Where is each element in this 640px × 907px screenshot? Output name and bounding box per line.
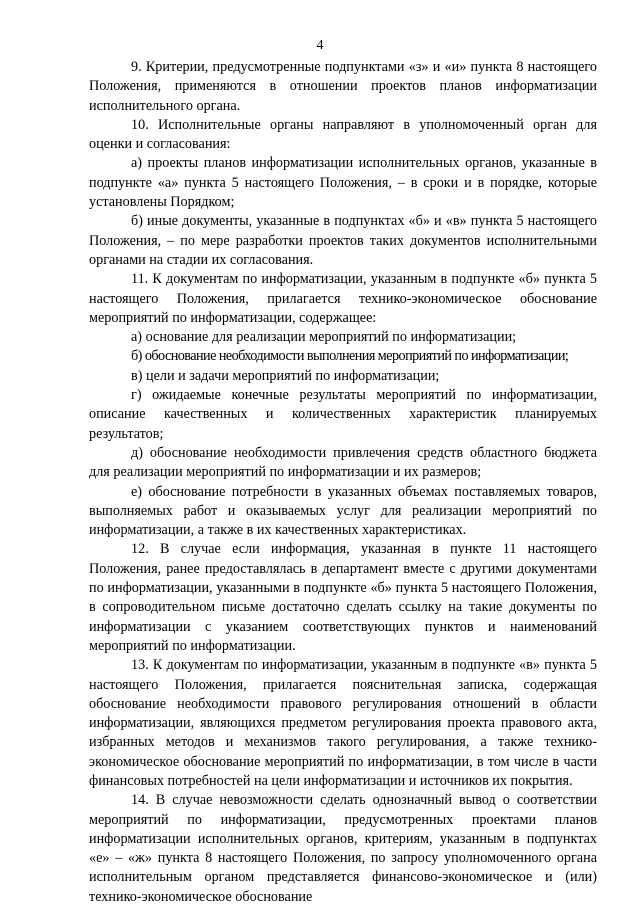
paragraph-12: 12. В случае если информация, указанная в пункте 11 настоящего Положения, ранее предоставлялась в департамент вместе с другими документами по информатизации, указанными в подпункте «б» пункта 5 настоящего Положения, в сопроводительном письме достаточно сделать ссылку на такие документы по информатизации с указанием соответствующих пунктов и наименований мероприятий по информатизации. (89, 541, 597, 654)
paragraph-11-a: а) основание для реализации мероприятий по информатизации; (131, 329, 517, 346)
paragraph-13: 13. К документам по информатизации, указанным в подпункте «в» пункта 5 настоящего Положения, прилагается пояснительная записка, содержащая обоснование необходимости правового регулирования отношений в области информатизации, являющихся предметом регулирования проекта правового акта, избранных методов и механизмов такого регулирования, а также технико-экономическое обоснование мероприятий по информатизации, в том числе в части финансовых потребностей на цели информатизации и источников их покрытия. (89, 657, 597, 789)
paragraph-11-v: в) цели и задачи мероприятий по информатизации; (131, 367, 440, 384)
paragraph-10: 10. Исполнительные органы направляют в уполномоченный орган для оценки и согласования: (89, 116, 597, 153)
paragraph-11: 11. К документам по информатизации, указанным в подпункте «б» пункта 5 настоящего Положения, прилагается технико-экономическое обоснование мероприятий по информатизации, содержащее: (89, 271, 597, 326)
paragraph-10-a: а) проекты планов информатизации исполнительных органов, указанные в подпункте «а» пункта 5 настоящего Положения, – в сроки и в порядке, которые установлены Порядком; (89, 155, 597, 211)
paragraph-9: 9. Критерии, предусмотренные подпунктами «з» и «и» пункта 8 настоящего Положения, применяются в отношении проектов планов информатизации исполнительного органа. (89, 59, 597, 114)
paragraph-11-g: г) ожидаемые конечные результаты мероприятий по информатизации, описание качественных и количественных характеристик планируемых результатов; (89, 387, 597, 442)
paragraph-11-e: е) обоснование потребности в указанных объемах поставляемых товаров, выполняемых работ и оказываемых услуг для реализации мероприятий по информатизации, а также в их качественных характеристиках. (89, 483, 597, 539)
page-number: 4 (316, 38, 324, 53)
document-body (89, 58, 597, 907)
paragraph-11-b: б) обоснование необходимости выполнения мероприятий по информатизации; (131, 348, 569, 365)
paragraph-14: 14. В случае невозможности сделать однозначный вывод о соответствии мероприятий по информатизации, предусмотренных проектами планов информатизации исполнительных органов, критериям, указанным в подпунктах «е» – «ж» пункта 8 настоящего Положения, по запросу уполномоченного органа исполнительным органом представляется финансово-экономическое и (или) технико-экономическое обоснование (89, 792, 597, 905)
paragraph-11-d: д) обоснование необходимости привлечения средств областного бюджета для реализации мероприятий по информатизации и их размеров; (89, 444, 597, 481)
paragraph-10-b: б) иные документы, указанные в подпунктах «б» и «в» пункта 5 настоящего Положения, – по мере разработки проектов таких документов исполнительными органами на стадии их согласования. (89, 213, 597, 268)
